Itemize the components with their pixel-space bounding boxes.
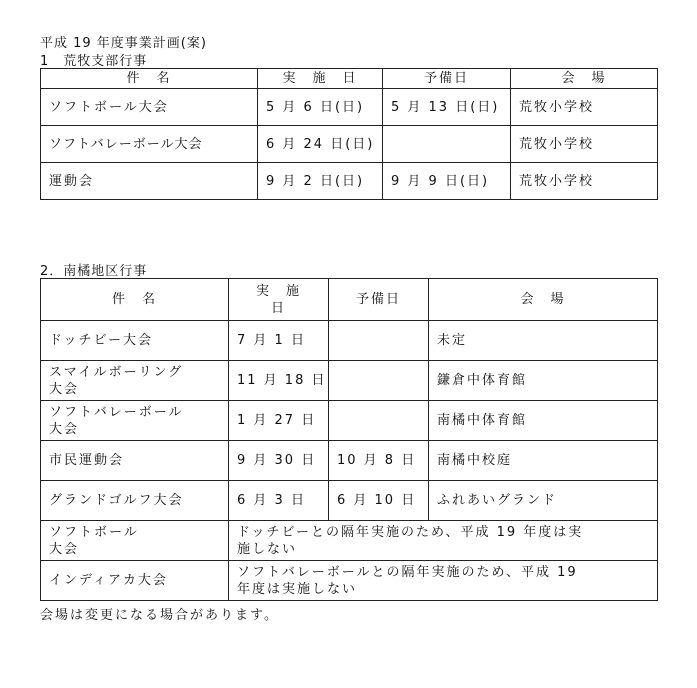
table-row (41, 163, 658, 200)
event-reserve: 10 月 8 日 (329, 441, 429, 481)
section1-heading: 1 荒牧支部行事 (40, 54, 148, 69)
event-name-line1: スマイルボーリング (49, 364, 184, 380)
event-venue: 鎌倉中体育館 (429, 361, 658, 401)
event-note (229, 521, 658, 561)
table-row (41, 361, 658, 401)
table-row (41, 126, 658, 163)
event-reserve (329, 361, 429, 401)
event-venue: 南橘中校庭 (429, 441, 658, 481)
event-reserve: 9 月 9 日(日) (383, 163, 511, 200)
event-date: 6 月 3 日 (229, 481, 329, 521)
header-date: 実 施 日 (258, 69, 383, 89)
table-row (41, 441, 658, 481)
event-reserve: 6 月 10 日 (329, 481, 429, 521)
event-date: 1 月 27 日 (229, 401, 329, 441)
event-reserve: 5 月 13 日(日) (383, 89, 511, 126)
event-date: 9 月 2 日(日) (258, 163, 383, 200)
event-note-line1: ドッチビーとの隔年実施のため、平成 19 年度は実 (237, 524, 584, 540)
event-name: 運動会 (41, 163, 258, 200)
event-name: グランドゴルフ大会 (41, 481, 229, 521)
header-venue: 会 場 (429, 279, 658, 321)
event-name-line2: 大会 (49, 421, 80, 437)
event-reserve (383, 126, 511, 163)
table-section1 (40, 68, 658, 200)
event-venue: 南橘中体育館 (429, 401, 658, 441)
event-date: 7 月 1 日 (229, 321, 329, 361)
table-header-row (41, 69, 658, 89)
header-venue: 会 場 (511, 69, 658, 89)
event-date: 6 月 24 日(日) (258, 126, 383, 163)
event-name-line1: ソフトバレーボール (49, 404, 184, 420)
table-row (41, 89, 658, 126)
header-date-line2: 日 (270, 300, 286, 316)
footer-note: 会場は変更になる場合があります。 (40, 608, 279, 623)
header-date-line1: 実 施 (255, 283, 301, 299)
event-reserve (329, 401, 429, 441)
header-date (229, 279, 329, 321)
event-name-line2: 大会 (49, 381, 80, 397)
event-name: 市民運動会 (41, 441, 229, 481)
event-note-line2: 年度は実施しない (237, 581, 358, 597)
event-name: インディアカ大会 (41, 561, 229, 601)
header-name: 件 名 (41, 69, 258, 89)
table-row (41, 561, 658, 601)
event-date: 9 月 30 日 (229, 441, 329, 481)
event-note-line2: 施しない (237, 541, 298, 557)
event-date: 5 月 6 日(日) (258, 89, 383, 126)
table-header-row (41, 279, 658, 321)
event-venue: 未定 (429, 321, 658, 361)
section2-heading: 2．南橘地区行事 (40, 264, 148, 279)
event-reserve (329, 321, 429, 361)
table-row (41, 401, 658, 441)
event-venue: ふれあいグランド (429, 481, 658, 521)
event-venue: 荒牧小学校 (511, 126, 658, 163)
event-name: ソフトバレーボール大会 (41, 126, 258, 163)
event-name (41, 401, 229, 441)
header-name: 件 名 (41, 279, 229, 321)
event-venue: 荒牧小学校 (511, 163, 658, 200)
event-note-line1: ソフトバレーボールとの隔年実施のため、平成 19 (237, 564, 578, 580)
table-row (41, 321, 658, 361)
table-row (41, 481, 658, 521)
event-venue: 荒牧小学校 (511, 89, 658, 126)
event-name-line2: 大会 (49, 541, 80, 557)
header-reserve: 予備日 (383, 69, 511, 89)
event-name (41, 521, 229, 561)
event-name: ソフトボール大会 (41, 89, 258, 126)
header-reserve: 予備日 (329, 279, 429, 321)
event-note (229, 561, 658, 601)
table-section2 (40, 278, 658, 601)
event-name-line1: ソフトボール (49, 524, 139, 540)
event-date: 11 月 18 日 (229, 361, 329, 401)
table-row (41, 521, 658, 561)
event-name (41, 361, 229, 401)
document-title: 平成 19 年度事業計画(案) (40, 36, 207, 51)
event-name: ドッチビー大会 (41, 321, 229, 361)
